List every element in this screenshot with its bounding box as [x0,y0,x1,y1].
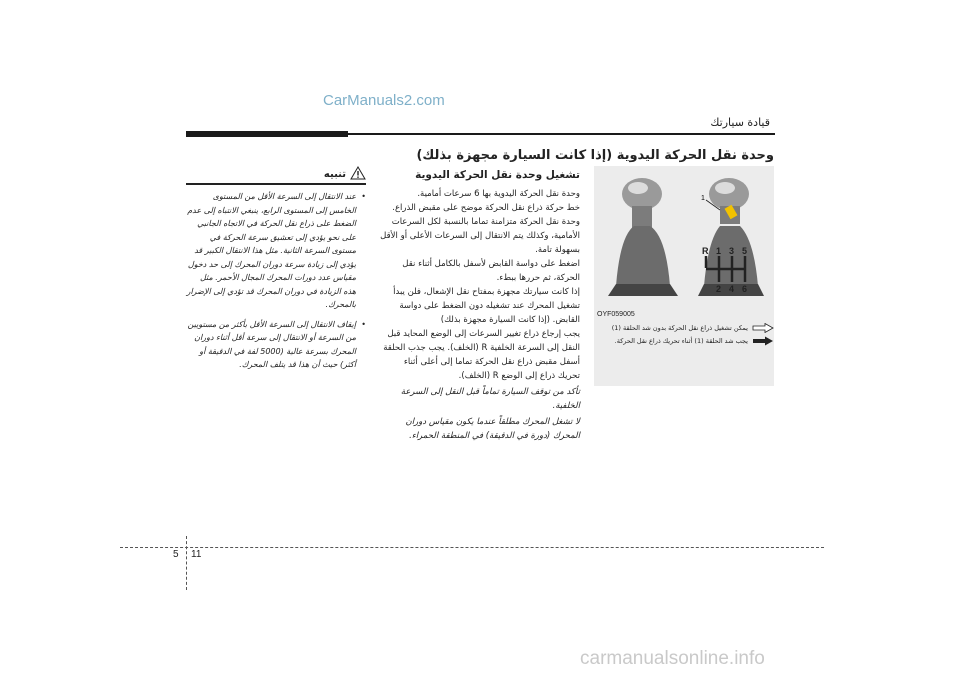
legend-row [596,323,774,336]
site-footer-link[interactable]: carmanualsonline.info [580,648,765,669]
warning-triangle-icon [350,166,366,180]
gear-label-2: 2 [716,284,722,294]
caution-item: • عند الانتقال إلى السرعة الأقل من المستوى الخامس إلى المستوى الرابع، ينبغي الانتباه إلى عدم الضغط على ذراع نقل الحركة في الاتجاه الجانبي على نحو يؤدي إلى تعشيق سرعة الحركة في مستوى السرعة الثانية. مثل هذا الانتقال الكبير قد يؤدي إلى زيادة سرعة دوران المحرك إلى حد دخول مقياس عدد دورات المحرك المجال الأحمر. مثل هذه الزيادة في دوران المحرك قد تؤدي إلى الإضرار بالمحرك. [186,190,356,312]
header-rule [348,133,775,135]
legend-row [596,336,774,349]
header-bar [186,131,348,137]
main-heading: تشغيل وحدة نقل الحركة اليدوية [415,169,580,181]
main-column [380,168,580,443]
italic-note: تأكد من توقف السيارة تماماً قبل النقل إلى السرعة الخلفية. [400,387,580,411]
gear-label-4: 4 [729,284,735,294]
italic-note: لا تشغل المحرك مطلقاً عندما يكون مقياس دوران المحرك (دورة في الدقيقة) في المنطقة الحمراء. [405,417,580,441]
footer-rule [120,547,824,548]
arrow-outline-icon [752,323,774,333]
caution-label: تنبيه [323,169,346,180]
gear-label-3: 3 [729,246,735,256]
section-number: 5 [173,549,179,560]
caution-item: • إيقاف الانتقال إلى السرعة الأقل بأكثر من مستويين من السرعة أو الانتقال إلى سرعة أقل أثناء دوران المحرك بسرعة عالية (5000 لفة في الدقيقة أو أكثر) حيث أن هذا قد يتلف المحرك. [186,318,356,372]
paragraph: خط حركة ذراع نقل الحركة موضح على مقبض الذراع. وحدة نقل الحركة متزامنة تماما بالنسبة لكل السرعات الأمامية، وكذلك يتم الانتقال إلى السرعات الأعلى أو الأقل بسهولة تامة. [380,203,580,255]
callout-number: 1 [701,195,705,202]
legend-text: يجب شد الحلقة (1) أثناء تحريك ذراع نقل الحركة. [614,337,748,345]
gear-knob-left [608,178,678,296]
watermark: CarManuals2.com [323,92,445,109]
paragraph: يجب إرجاع ذراع تغيير السرعات إلى الوضع المحايد قبل النقل إلى السرعة الخلفية R (الخلف). يجب جذب الحلقة أسفل مقبض ذراع نقل الحركة تماما إلى أعلى أثناء تحريك ذراع إلى الوضع R (الخلف). [383,329,580,381]
page-number: 11 [191,549,202,560]
gear-label-1: 1 [716,246,722,256]
gear-label-6: 6 [742,284,748,294]
gear-label-r: R [702,246,709,256]
paragraph: إذا كانت سيارتك مجهزة بمفتاح نقل الإشعال، فلن يبدأ تشغيل المحرك عند تشغيله دون الضغط على دواسة القابض. (إذا كانت السيارة مجهزة بذلك) [393,287,580,325]
figure-code: OYF059005 [597,311,635,318]
gear-shift-figure [594,166,774,386]
section-title: وحدة نقل الحركة اليدوية (إذا كانت السيارة مجهزة بذلك) [416,148,774,163]
footer-divider [186,536,187,590]
figure-legend [596,323,774,349]
paragraph: وحدة نقل الحركة اليدوية بها 6 سرعات أمامية. [417,189,580,199]
paragraph: اضغط على دواسة القابض لأسفل بالكامل أثناء نقل الحركة، ثم حررها ببطء. [402,259,580,283]
gear-label-5: 5 [742,246,748,256]
header-title: قيادة سيارتك [710,116,770,129]
legend-text: يمكن تشغيل ذراع نقل الحركة بدون شد الحلقة (1) [611,324,748,332]
caution-header [186,166,366,185]
arrow-solid-icon [752,336,774,346]
caution-box [186,166,366,378]
